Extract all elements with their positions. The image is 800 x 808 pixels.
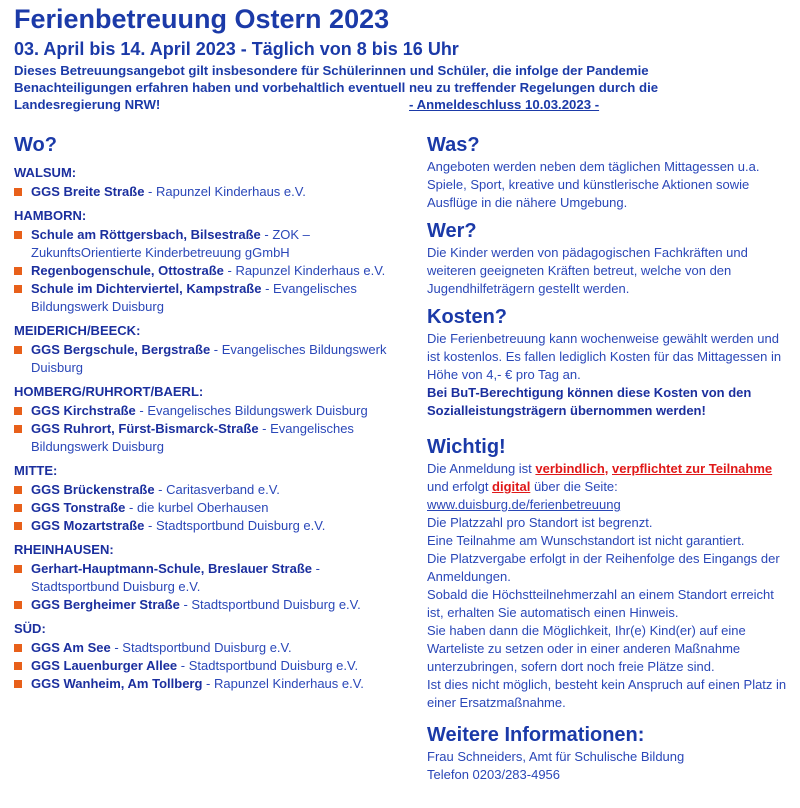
what-text: Angeboten werden neben dem täglichen Mittagessen u.a. Spiele, Sport, kreative und künstlerische Aktionen sowie Ausflüge in die nähere Umgebung. [427,159,760,210]
provider-name: Stadtsportbund Duisburg e.V. [155,518,326,533]
registration-note [427,460,792,496]
region-heading: MITTE: [14,463,58,478]
binding-emphasis: verbindlich, [535,461,609,476]
location-item [14,402,394,420]
what-heading: Was? [427,134,480,156]
region-list [14,165,394,693]
contact-phone: Telefon 0203/283-4956 [427,767,561,782]
location-item [14,639,394,657]
region-heading: RHEINHAUSEN: [14,542,114,557]
school-name: GGS Brückenstraße [31,482,155,497]
location-item [14,420,394,456]
separator: - [154,482,167,497]
region-heading: HAMBORN: [14,208,87,223]
provider-name: - Evangelisches Bildungswerk Duisburg [31,281,357,314]
separator: - [125,500,137,515]
separator: - [179,597,192,612]
waitlist-note: Sie haben dann die Möglichkeit, Ihr(e) Kind(er) auf eine Warteliste zu setzen oder in einer anderen Maßnahme unterzubringen, sofern dort noch freie Plätze sind. [427,623,746,674]
square-bullet-icon [14,644,22,652]
locations-column [14,132,394,693]
location-item [14,280,394,316]
region-heading: MEIDERICH/BEECK: [14,323,141,338]
square-bullet-icon [14,486,22,494]
location-item [14,517,394,535]
square-bullet-icon [14,407,22,415]
school-name: GGS Breite Straße [31,184,145,199]
region-heading: SÜD: [14,621,46,636]
location-item [14,596,394,614]
costs-heading: Kosten? [427,306,507,328]
text-fragment: und erfolgt [427,479,493,494]
separator: - [144,518,156,533]
square-bullet-icon [14,522,22,530]
provider-name: Evangelisches Bildungswerk Duisburg [31,342,387,375]
who-text: Die Kinder werden von pädagogischen Fachkräften und weiteren geeigneten Kräften betreut, welche von den Jugendhilfeträgern gestellt werden. [427,245,748,296]
school-name: GGS Am See [31,640,111,655]
location-item [14,341,394,377]
school-name: GGS Bergheimer Straße [31,597,180,612]
separator: - [202,676,214,691]
registration-deadline: - Anmeldeschluss 10.03.2023 - [409,97,600,112]
school-name: GGS Tonstraße [31,500,126,515]
intro-line: Landesregierung NRW! [14,97,161,112]
location-item [14,675,394,693]
region-heading: HOMBERG/RUHRORT/BAERL: [14,384,204,399]
location-item [14,262,394,280]
text-fragment: Die Anmeldung ist [427,461,536,476]
provider-name: Rapunzel Kinderhaus e.V. [235,263,386,278]
location-item [14,499,394,517]
contact-person: Frau Schneiders, Amt für Schulische Bildung [427,749,685,764]
locations-heading: Wo? [14,134,57,156]
more-info-heading: Weitere Informationen: [427,724,645,746]
intro-text [14,62,784,113]
square-bullet-icon [14,425,22,433]
provider-name: ZOK – ZukunftsOrientierte Kinderbetreuung gGmbH [31,227,310,260]
provider-name: Stadtsportbund Duisburg e.V. [31,579,201,594]
text-fragment: über die Seite: [530,479,618,494]
square-bullet-icon [14,504,22,512]
no-claim-note: Ist dies nicht möglich, besteht kein Anspruch auf einen Platz in einer Ersatzmaßnahme. [427,677,787,710]
separator: - [210,342,222,357]
separator: - [144,184,156,199]
who-heading: Wer? [427,220,477,242]
capacity-note: Die Platzzahl pro Standort ist begrenzt. [427,515,653,530]
school-name: Schule am Röttgersbach, Bilsestraße [31,227,261,242]
school-name: Schule im Dichterviertel, Kampstraße [31,281,262,296]
square-bullet-icon [14,680,22,688]
provider-name: Rapunzel Kinderhaus e.V. [213,676,364,691]
school-name: Regenbogenschule, Ottostraße [31,263,224,278]
square-bullet-icon [14,662,22,670]
costs-but-note: Bei BuT-Berechtigung können diese Kosten von den Sozialleistungsträgern übernommen werden! [427,385,752,418]
location-item [14,226,394,262]
page-title: Ferienbetreuung Ostern 2023 [14,4,390,34]
separator: - [312,561,320,576]
separator: - [223,263,236,278]
date-subtitle: 03. April bis 14. April 2023 - Täglich von 8 bis 16 Uhr [14,39,459,59]
square-bullet-icon [14,346,22,354]
square-bullet-icon [14,188,22,196]
digital-emphasis: digital [492,479,531,494]
provider-name: Stadtsportbund Duisburg e.V. [122,640,292,655]
provider-name: Caritasverband e.V. [166,482,280,497]
preferred-location-note: Eine Teilnahme am Wunschstandort ist nicht garantiert. [427,533,745,548]
school-name: GGS Mozartstraße [31,518,145,533]
location-item [14,481,394,499]
school-name: GGS Kirchstraße [31,403,136,418]
provider-name: Stadtsportbund Duisburg e.V. [188,658,359,673]
location-item [14,657,394,675]
provider-name: Stadtsportbund Duisburg e.V. [191,597,361,612]
square-bullet-icon [14,601,22,609]
separator: - [177,658,189,673]
location-item [14,183,394,201]
location-item [14,560,394,596]
intro-line: Dieses Betreuungsangebot gilt insbesondere für Schülerinnen und Schüler, die infolge der Pandemie [14,63,649,78]
separator: - [260,227,273,242]
square-bullet-icon [14,285,22,293]
costs-text: Die Ferienbetreuung kann wochenweise gewählt werden und ist kostenlos. Es fallen lediglich Kosten für das Mittagessen in Höhe von 4,- € pro Tag an. [427,331,782,382]
separator: - [110,640,123,655]
square-bullet-icon [14,565,22,573]
school-name: GGS Lauenburger Allee [31,658,178,673]
important-heading: Wichtig! [427,436,506,458]
square-bullet-icon [14,231,22,239]
registration-link[interactable]: www.duisburg.de/ferienbetreuung [427,497,621,512]
school-name: GGS Ruhrort, Fürst-Bismarck-Straße [31,421,259,436]
intro-line: Benachteiligungen erfahren haben und vorbehaltlich eventuell neu zu treffender Regelungen durch die [14,80,659,95]
separator: - [258,421,271,436]
provider-name: die kurbel Oberhausen [136,500,269,515]
school-name: Gerhart-Hauptmann-Schule, Breslauer Straße [31,561,313,576]
provider-name: Evangelisches Bildungswerk Duisburg [31,421,354,454]
region-heading: WALSUM: [14,165,77,180]
school-name: GGS Bergschule, Bergstraße [31,342,211,357]
separator: - [135,403,148,418]
square-bullet-icon [14,267,22,275]
provider-name: Rapunzel Kinderhaus e.V. [156,184,306,199]
allocation-note: Die Platzvergabe erfolgt in der Reihenfolge des Eingangs der Anmeldungen. [427,551,780,584]
max-capacity-note: Sobald die Höchstteilnehmerzahl an einem Standort erreicht ist, erhalten Sie automatisch einen Hinweis. [427,587,774,620]
info-column [427,132,792,784]
obligation-emphasis: verpflichtet zur Teilnahme [612,461,773,476]
school-name: GGS Wanheim, Am Tollberg [31,676,203,691]
provider-name: Evangelisches Bildungswerk Duisburg [147,403,368,418]
